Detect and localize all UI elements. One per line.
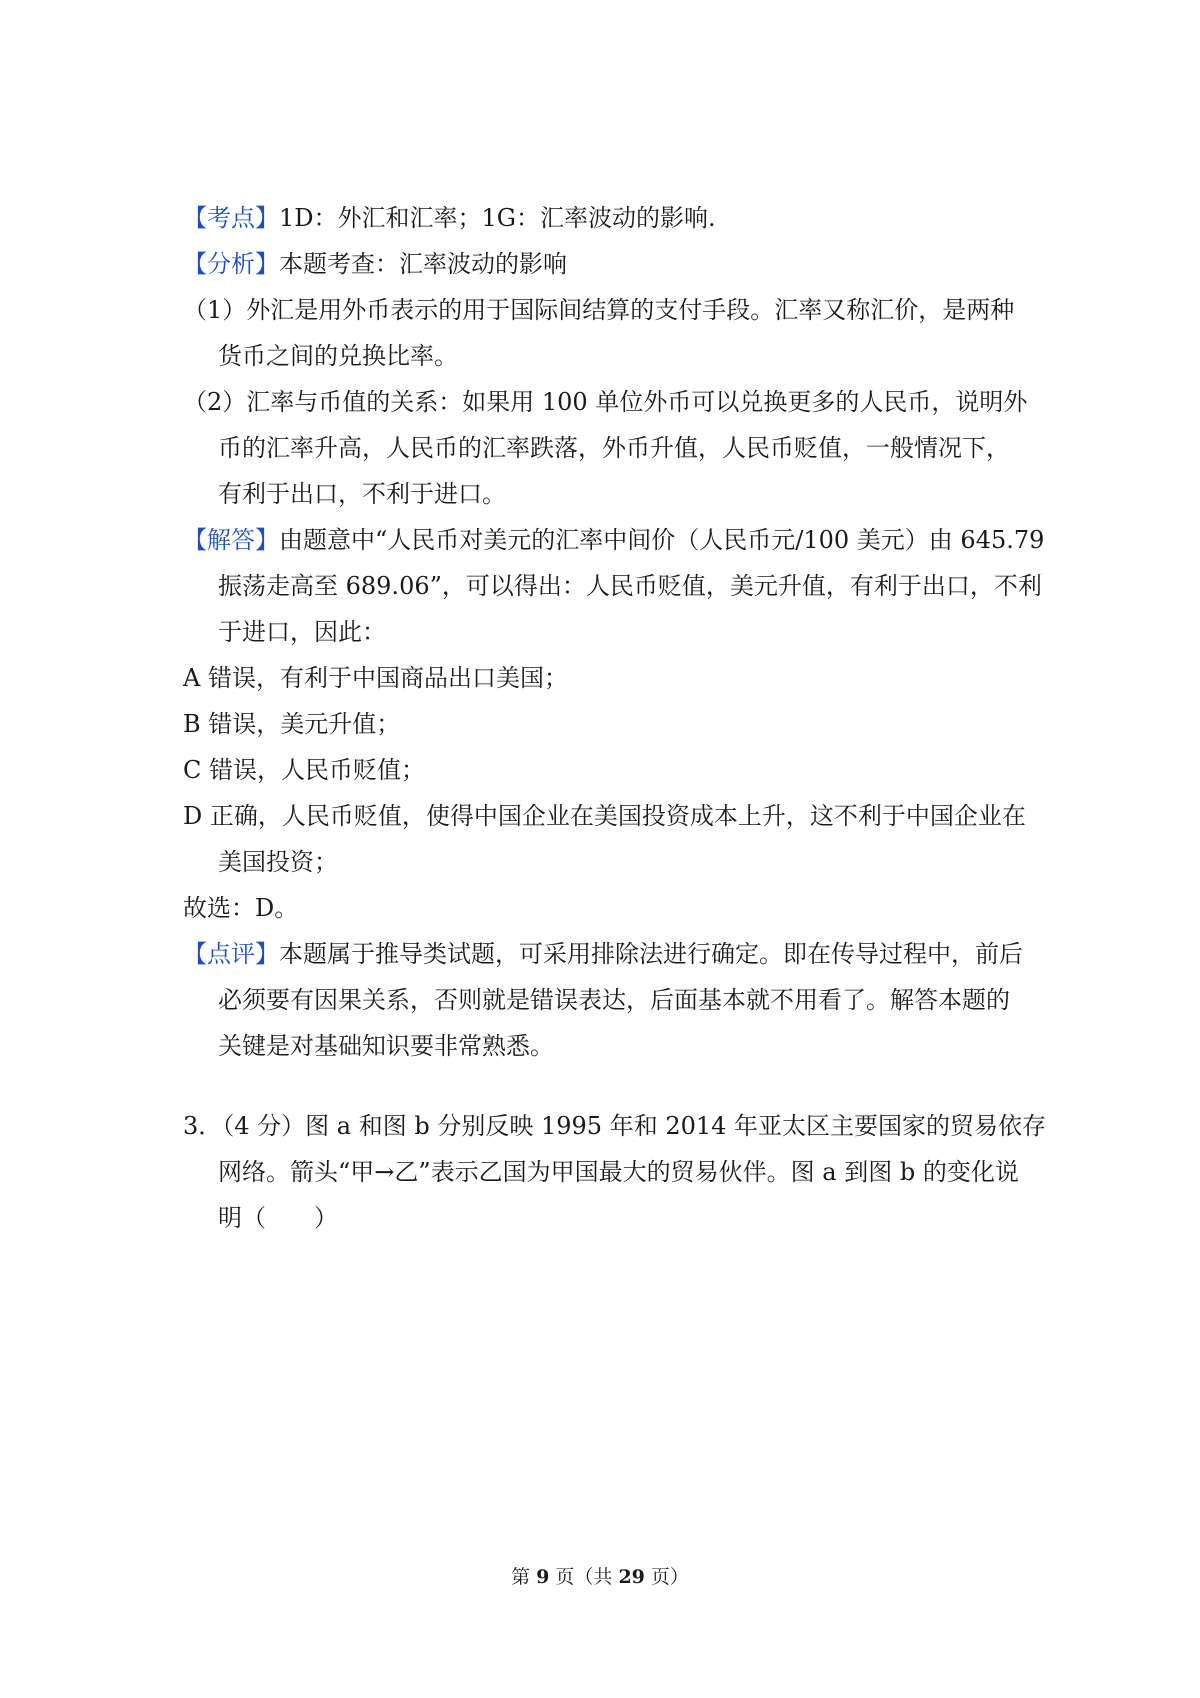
fenxi-text: 本题考查：汇率波动的影响 [279,250,567,278]
dianping-line3: 关键是对基础知识要非常熟悉。 [218,1032,554,1060]
conclusion: 故选：D。 [183,894,299,922]
question-3-line3: 明（ ） [218,1204,338,1232]
fenxi-line [183,241,1023,287]
fenxi-point1-line2: 货币之间的兑换比率。 [218,342,458,370]
jieda-line1 [183,517,1045,563]
footer-middle: 页（共 [549,1566,619,1588]
dianping-line1 [183,931,1023,977]
jieda-text-line1: 由题意中“人民币对美元的汇率中间价（人民币元/100 美元）由 645.79 [279,526,1045,554]
dianping-text-line1: 本题属于推导类试题，可采用排除法进行确定。即在传导过程中，前后 [279,940,1023,968]
kaodian-line [183,195,1023,241]
option-d-line2: 美国投资； [218,848,338,876]
question-3-line2: 网络。箭头“甲→乙”表示乙国为甲国最大的贸易伙伴。图 a 到图 b 的变化说 [218,1158,1019,1186]
footer-prefix: 第 [511,1566,537,1588]
page-footer [0,1562,1200,1589]
fenxi-point2-line2: 币的汇率升高，人民币的汇率跌落，外币升值，人民币贬值，一般情况下， [218,434,1010,462]
dianping-tag: 【点评】 [183,940,279,968]
fenxi-tag: 【分析】 [183,250,279,278]
fenxi-point1-line1: （1）外汇是用外币表示的用于国际间结算的支付手段。汇率又称汇价，是两种 [183,296,1015,324]
kaodian-text: 1D：外汇和汇率；1G：汇率波动的影响. [279,204,716,232]
jieda-line3: 于进口，因此： [218,618,386,646]
question-3 [183,1103,1047,1241]
document-body [183,195,1047,1241]
dianping-line2: 必须要有因果关系，否则就是错误表达，后面基本就不用看了。解答本题的 [218,986,1010,1014]
option-a: A 错误，有利于中国商品出口美国； [183,664,568,692]
fenxi-point2-line1: （2）汇率与币值的关系：如果用 100 单位外币可以兑换更多的人民币，说明外 [183,388,1028,416]
question-3-line1: 3．（4 分）图 a 和图 b 分别反映 1995 年和 2014 年亚太区主要国家的贸易依存 [183,1112,1047,1140]
kaodian-tag: 【考点】 [183,204,279,232]
jieda-tag: 【解答】 [183,526,279,554]
option-b: B 错误，美元升值； [183,710,401,738]
option-c: C 错误，人民币贬值； [183,756,425,784]
footer-suffix: 页） [644,1566,689,1588]
option-d-line1: D 正确，人民币贬值，使得中国企业在美国投资成本上升，这不利于中国企业在 [183,802,1026,830]
footer-total-pages: 29 [618,1566,645,1588]
jieda-line2: 振荡走高至 689.06”，可以得出：人民币贬值，美元升值，有利于出口，不利 [218,572,1042,600]
footer-page-number: 9 [536,1566,550,1588]
fenxi-point2-line3: 有利于出口，不利于进口。 [218,480,506,508]
